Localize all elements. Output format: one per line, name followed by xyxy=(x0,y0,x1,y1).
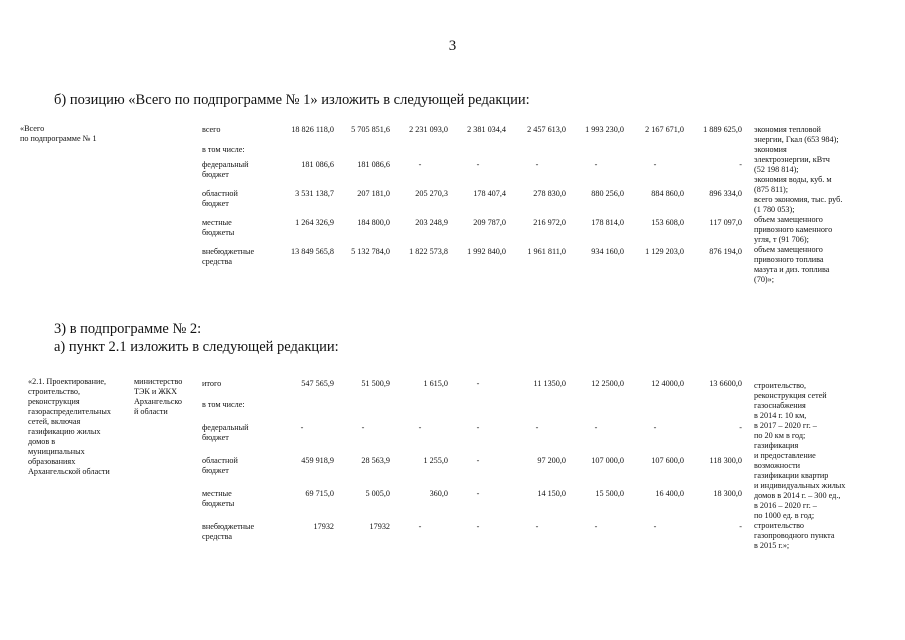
t2-row-label: областной xyxy=(202,456,238,465)
t1-cell: - xyxy=(594,160,598,169)
t1-cell: 278 830,0 xyxy=(533,189,566,198)
t1-cell: 209 787,0 xyxy=(473,218,506,227)
t2-cell: 11 1350,0 xyxy=(533,379,566,388)
t2-result-line: возможности xyxy=(754,461,801,470)
t2-cell: - xyxy=(535,423,539,432)
t1-result-line: привозного каменного xyxy=(754,225,833,234)
t1-cell: 1 961 811,0 xyxy=(527,247,566,256)
t1-result-line: объем замещенного xyxy=(754,215,823,224)
t1-cell: 1 264 326,9 xyxy=(295,218,334,227)
t2-row-label: бюджет xyxy=(202,466,229,475)
t2-cell: 51 500,9 xyxy=(361,379,390,388)
t2-cell: 547 565,9 xyxy=(301,379,334,388)
t2-name-line: газораспределительных xyxy=(28,407,111,416)
t1-cell: 934 160,0 xyxy=(591,247,624,256)
t1-result-line: (70)»; xyxy=(754,275,775,284)
t2-cell: 1 615,0 xyxy=(423,379,448,388)
t2-result-line: по 20 км в год; xyxy=(754,431,806,440)
t2-cell: - xyxy=(535,522,539,531)
t1-cell: 178 407,4 xyxy=(473,189,506,198)
t2-result-line: в 2014 г. 10 км, xyxy=(754,411,807,420)
t2-result-line: и индивидуальных жилых xyxy=(754,481,846,490)
t2-cell: 28 563,9 xyxy=(361,456,390,465)
t1-cell: 2 457 613,0 xyxy=(527,125,566,134)
t1-cell: 153 608,0 xyxy=(651,218,684,227)
t1-cell: 896 334,0 xyxy=(709,189,742,198)
t2-cell: - xyxy=(361,423,365,432)
t1-cell: 184 800,0 xyxy=(357,218,390,227)
heading-a: а) пункт 2.1 изложить в следующей редакции: xyxy=(54,339,339,355)
t1-name-line2: по подпрограмме № 1 xyxy=(20,134,97,143)
t2-cell: 15 500,0 xyxy=(595,489,624,498)
t2-result-line: в 2017 – 2020 гг. – xyxy=(754,421,817,430)
t2-name-line: домов в xyxy=(28,437,56,446)
t2-name-line: строительство, xyxy=(28,387,81,396)
t2-cell: 14 150,0 xyxy=(537,489,566,498)
t2-name-line: реконструкция xyxy=(28,397,80,406)
t1-cell: 1 993 230,0 xyxy=(585,125,624,134)
t2-row-label: местные xyxy=(202,489,232,498)
t2-result-line: и предоставление xyxy=(754,451,816,460)
t1-cell: - xyxy=(535,160,539,169)
t2-result-line: газификации квартир xyxy=(754,471,829,480)
t1-cell: 1 822 573,8 xyxy=(409,247,448,256)
t2-cell: - xyxy=(594,423,598,432)
t1-row-label: в том числе: xyxy=(202,145,245,154)
t1-cell: 181 086,6 xyxy=(301,160,334,169)
t2-cell: 12 4000,0 xyxy=(651,379,684,388)
t2-cell: 118 300,0 xyxy=(709,456,742,465)
t2-cell: 97 200,0 xyxy=(537,456,566,465)
t2-name-line: муниципальных xyxy=(28,447,85,456)
t1-result-line: привозного топлива xyxy=(754,255,824,264)
t2-result-line: в 2016 – 2020 гг. – xyxy=(754,501,817,510)
t2-cell: 69 715,0 xyxy=(305,489,334,498)
t2-executor-line: й области xyxy=(134,407,168,416)
t1-row-label: бюджет xyxy=(202,170,229,179)
t2-cell: 18 300,0 xyxy=(713,489,742,498)
t2-cell: - xyxy=(418,423,422,432)
t2-cell: - xyxy=(594,522,598,531)
t1-result-line: экономия тепловой xyxy=(754,125,821,134)
t1-row-label: федеральный xyxy=(202,160,249,169)
t2-cell: - xyxy=(653,423,657,432)
t1-cell: - xyxy=(739,160,742,169)
t2-cell: - xyxy=(739,423,742,432)
t1-cell: - xyxy=(418,160,422,169)
t2-name-line: сетей, включая xyxy=(28,417,81,426)
t2-cell: - xyxy=(476,379,480,388)
t1-result-line: (1 780 053); xyxy=(754,205,795,214)
t2-result-line: газопроводного пункта xyxy=(754,531,835,540)
t2-cell: - xyxy=(653,522,657,531)
t1-result-line: (875 811); xyxy=(754,185,789,194)
t2-cell: - xyxy=(300,423,304,432)
t1-cell: 5 132 784,0 xyxy=(351,247,390,256)
t2-row-label: в том числе: xyxy=(202,400,245,409)
t1-cell: 203 248,9 xyxy=(415,218,448,227)
t2-name-line: газификацию жилых xyxy=(28,427,101,436)
t2-cell: - xyxy=(476,423,480,432)
t2-result-line: по 1000 ед. в год; xyxy=(754,511,815,520)
t1-cell: 2 381 034,4 xyxy=(467,125,506,134)
t1-result-line: электроэнергии, кВтч xyxy=(754,155,830,164)
t2-result-line: строительство, xyxy=(754,381,807,390)
t2-name-line: образованиях xyxy=(28,457,76,466)
t1-row-label: местные xyxy=(202,218,232,227)
t2-row-label: бюджет xyxy=(202,433,229,442)
t1-result-line: всего экономия, тыс. руб. xyxy=(754,195,843,204)
t1-cell: 18 826 118,0 xyxy=(291,125,334,134)
t1-cell: 5 705 851,6 xyxy=(351,125,390,134)
t1-row-label: внебюджетные xyxy=(202,247,255,256)
t2-executor-line: министерство xyxy=(134,377,183,386)
t1-result-line: мазута и диз. топлива xyxy=(754,265,830,274)
t2-name-line: Архангельской области xyxy=(28,467,110,476)
t2-cell: 16 400,0 xyxy=(655,489,684,498)
t2-row-label: средства xyxy=(202,532,233,541)
t2-cell: 107 000,0 xyxy=(591,456,624,465)
t1-result-line: объем замещенного xyxy=(754,245,823,254)
heading-3: 3) в подпрограмме № 2: xyxy=(54,321,202,337)
t1-cell: 880 256,0 xyxy=(591,189,624,198)
t2-cell: - xyxy=(476,522,480,531)
t2-result-line: в 2015 г.»; xyxy=(754,541,790,550)
t2-executor-line: Архангельско xyxy=(134,397,183,406)
t2-row-label: внебюджетные xyxy=(202,522,255,531)
t2-cell: 360,0 xyxy=(429,489,448,498)
t2-row-label: бюджеты xyxy=(202,499,235,508)
t2-cell: - xyxy=(476,489,480,498)
t1-row-label: бюджет xyxy=(202,199,229,208)
t2-result xyxy=(754,381,845,551)
t1-cell: 2 167 671,0 xyxy=(645,125,684,134)
t1-cell: 181 086,6 xyxy=(357,160,390,169)
t1-result-line: угля, т (91 706); xyxy=(754,235,809,244)
t2-cell: - xyxy=(476,456,480,465)
t2-cell: 459 918,9 xyxy=(301,456,334,465)
t1-cell: 13 849 565,8 xyxy=(291,247,334,256)
t2-cell: 107 600,0 xyxy=(651,456,684,465)
t1-name-line1: «Всего xyxy=(20,124,45,133)
t1-row-label: областной xyxy=(202,189,238,198)
page-number: 3 xyxy=(448,38,457,54)
t2-name-line: «2.1. Проектирование, xyxy=(28,377,107,386)
t1-row-label: всего xyxy=(202,125,221,134)
t2-cell: 17932 xyxy=(369,522,390,531)
t1-result-line: экономия воды, куб. м xyxy=(754,175,832,184)
t2-cell: 1 255,0 xyxy=(423,456,448,465)
t1-row-label: средства xyxy=(202,257,233,266)
t2-cell: - xyxy=(418,522,422,531)
t1-cell: 216 972,0 xyxy=(533,218,566,227)
t1-result-line: (52 198 814); xyxy=(754,165,799,174)
t2-cell: - xyxy=(739,522,742,531)
t2-result-line: газификация xyxy=(754,441,799,450)
t1-cell: 1 889 625,0 xyxy=(703,125,742,134)
t1-result-line: экономия xyxy=(754,145,787,154)
t2-cell: 5 005,0 xyxy=(365,489,390,498)
t2-row-label: итого xyxy=(202,379,222,388)
t1-cell: 1 992 840,0 xyxy=(467,247,506,256)
t2-result-line: домов в 2014 г. – 300 ед., xyxy=(754,491,841,500)
t1-cell: 205 270,3 xyxy=(415,189,448,198)
t1-cell: 1 129 203,0 xyxy=(645,247,684,256)
t2-cell: 17932 xyxy=(313,522,334,531)
t1-row-label: бюджеты xyxy=(202,228,235,237)
t1-cell: 178 814,0 xyxy=(591,218,624,227)
t2-name xyxy=(28,377,111,477)
t2-cell: 12 2500,0 xyxy=(591,379,624,388)
t2-executor xyxy=(134,377,182,417)
t1-cell: 884 860,0 xyxy=(651,189,684,198)
t1-cell: - xyxy=(653,160,657,169)
t2-row-label: федеральный xyxy=(202,423,249,432)
t1-cell: 876 194,0 xyxy=(709,247,742,256)
t1-cell: 3 531 138,7 xyxy=(295,189,334,198)
t1-cell: 2 231 093,0 xyxy=(409,125,448,134)
heading-b: б) позицию «Всего по подпрограмме № 1» изложить в следующей редакции: xyxy=(54,92,530,108)
t1-cell: 207 181,0 xyxy=(357,189,390,198)
t2-cell: 13 6600,0 xyxy=(709,379,742,388)
t2-result-line: реконструкция сетей xyxy=(754,391,827,400)
t1-result xyxy=(754,125,842,285)
t2-executor-line: ТЭК и ЖКХ xyxy=(134,387,178,396)
t2-result-line: газоснабжения xyxy=(754,401,806,410)
t1-result-line: энергии, Гкал (653 984); xyxy=(754,135,839,144)
t2-result-line: строительство xyxy=(754,521,805,530)
t1-cell: 117 097,0 xyxy=(709,218,742,227)
t1-cell: - xyxy=(476,160,480,169)
